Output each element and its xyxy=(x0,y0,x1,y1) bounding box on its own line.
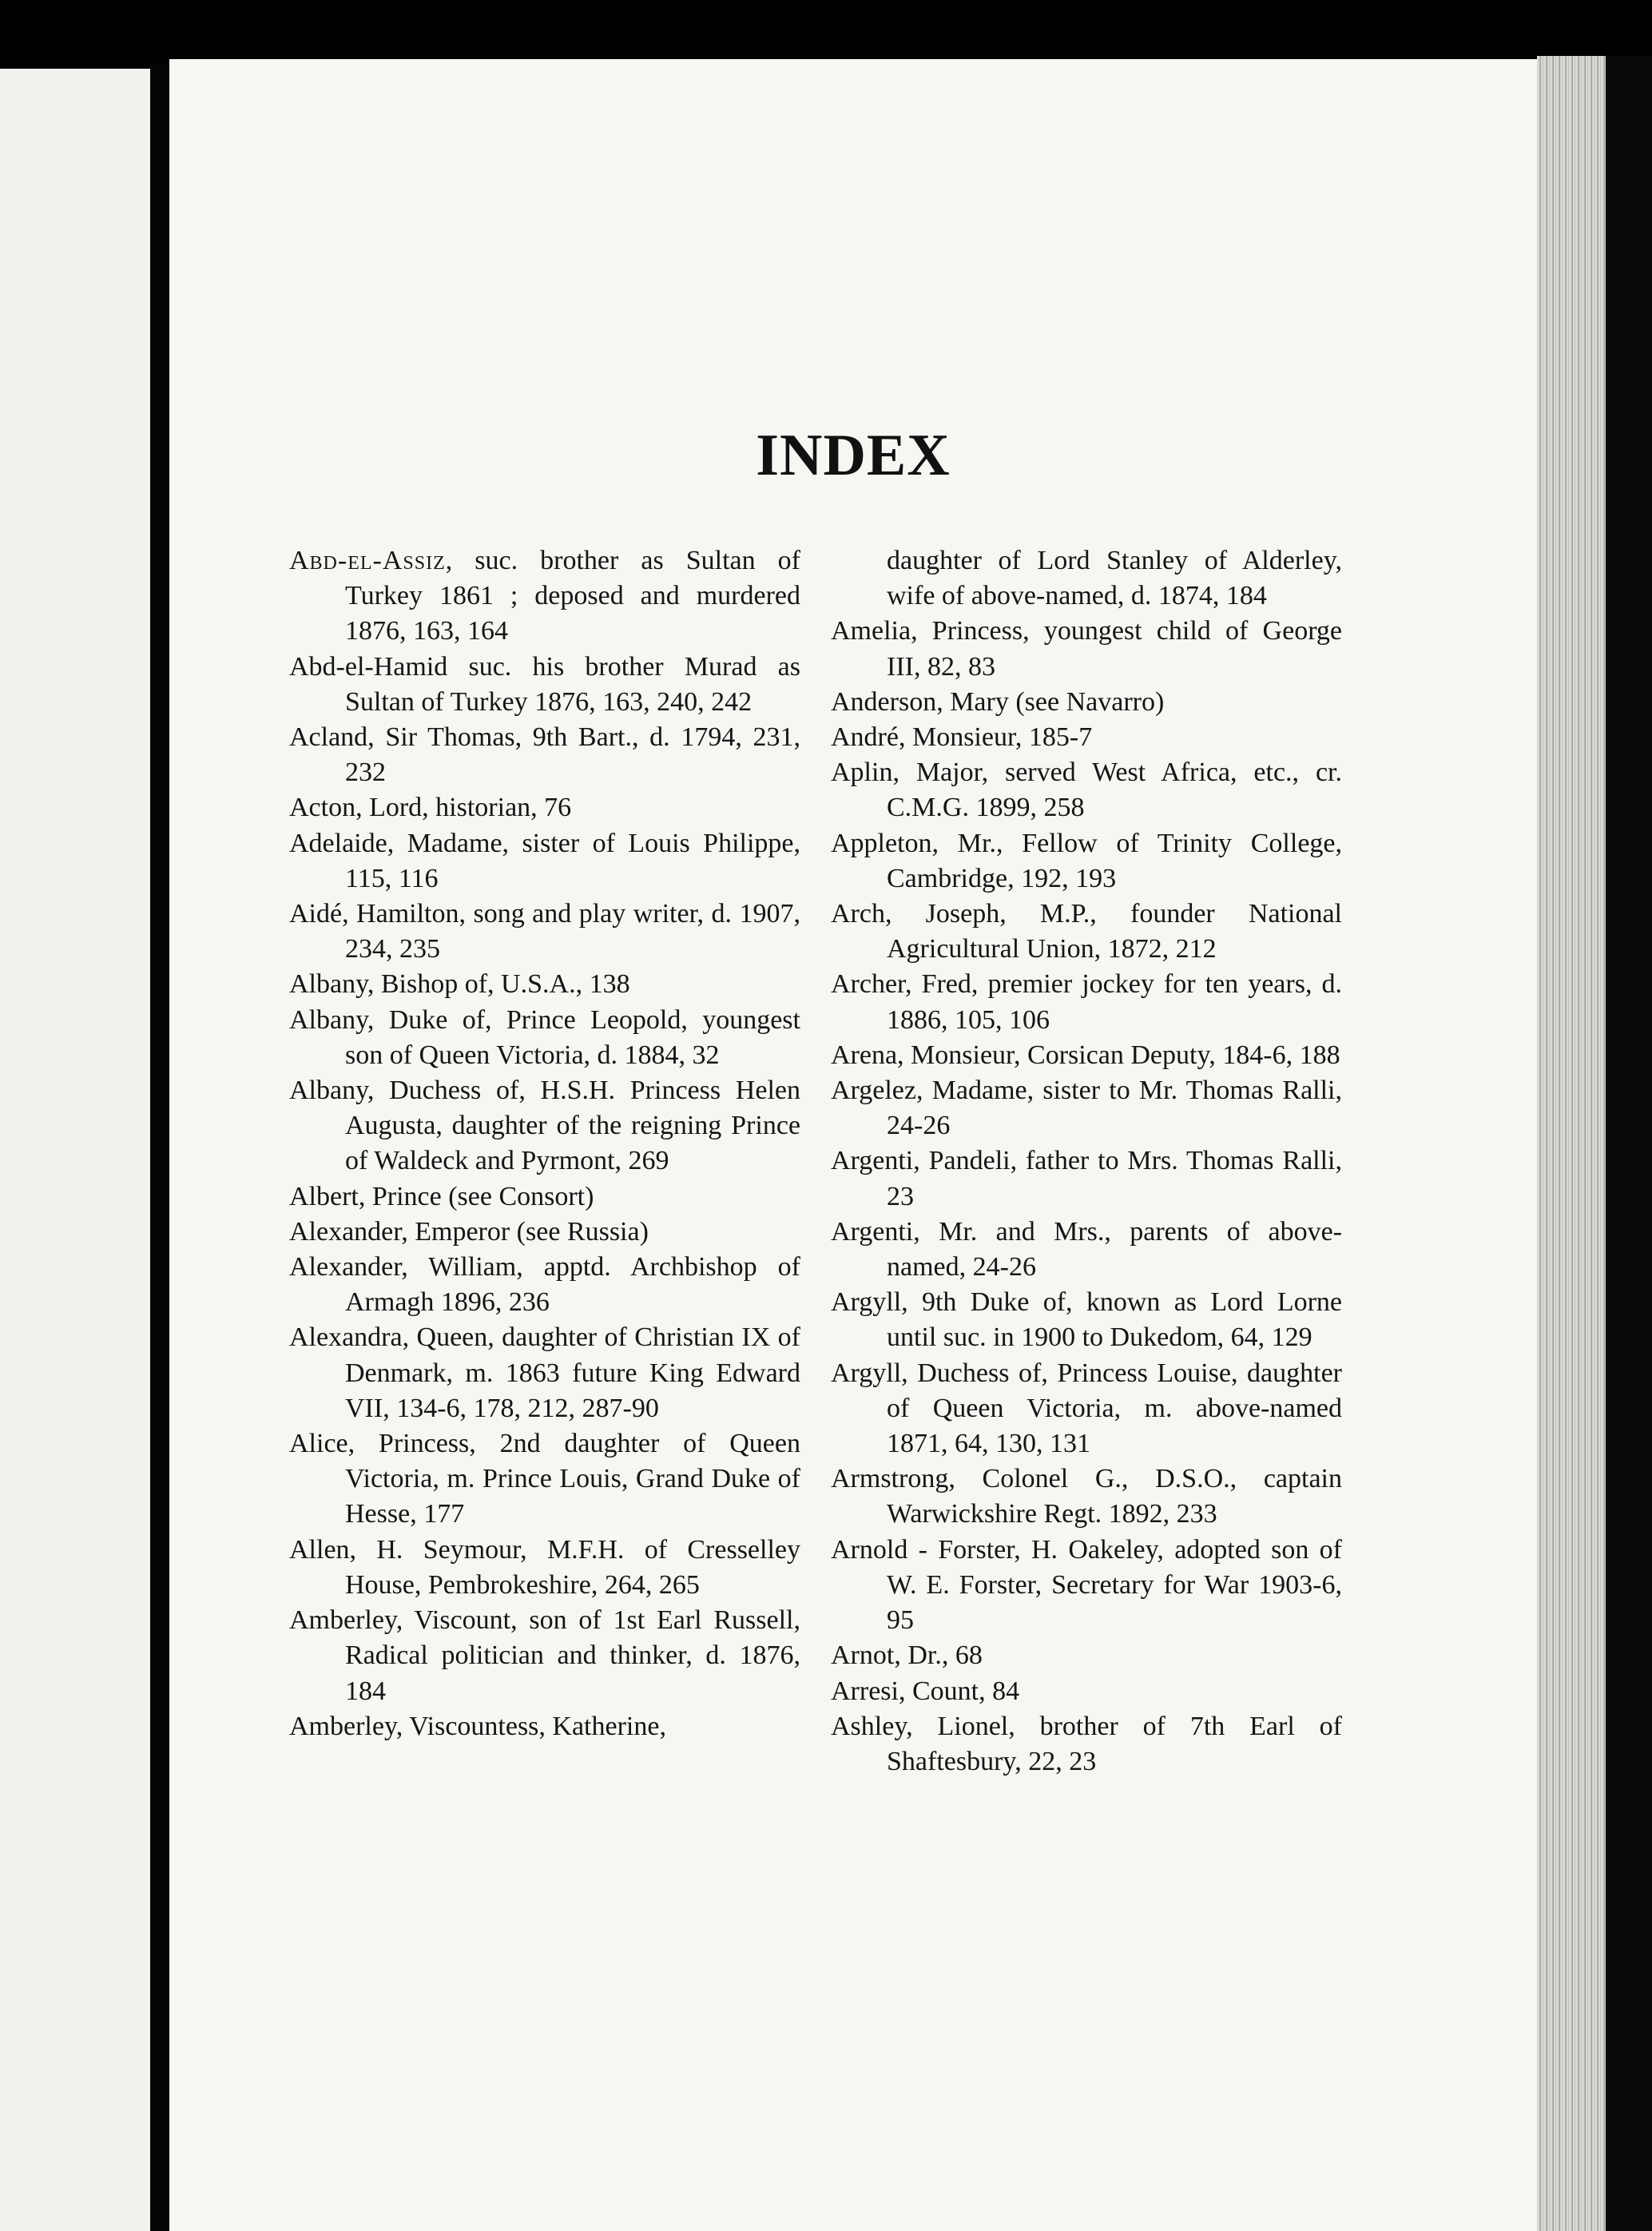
right-column xyxy=(831,543,1342,1780)
index-entry: André, Monsieur, 185-7 xyxy=(831,722,1093,753)
left-column xyxy=(289,543,800,1744)
index-entry-continuation: daughter of Lord Stanley of Alderley, wife of above-named, d. 1874, 184 xyxy=(887,546,1342,611)
index-entry: Arresi, Count, 84 xyxy=(831,1676,1020,1706)
index-entry: Arch, Joseph, M.P., founder National Agricultural Union, 1872, 212 xyxy=(831,899,1342,964)
index-entry: Ashley, Lionel, brother of 7th Earl of Shaftesbury, 22, 23 xyxy=(831,1711,1342,1776)
index-entry: Argyll, 9th Duke of, known as Lord Lorne until suc. in 1900 to Dukedom, 64, 129 xyxy=(831,1287,1342,1353)
index-entry: Alexander, Emperor (see Russia) xyxy=(289,1216,649,1247)
index-entry: Arnot, Dr., 68 xyxy=(831,1640,983,1671)
index-entry: Alice, Princess, 2nd daughter of Queen Victoria, m. Prince Louis, Grand Duke of Hesse, 177 xyxy=(289,1429,800,1529)
index-entry: Armstrong, Colonel G., D.S.O., captain Warwickshire Regt. 1892, 233 xyxy=(831,1464,1342,1529)
index-entry: Argyll, Duchess of, Princess Louise, daughter of Queen Victoria, m. above-named 1871, 64, 130, 131 xyxy=(831,1358,1342,1459)
index-entry: Abd-el-Assiz, suc. brother as Sultan of Turkey 1861 ; deposed and murdered 1876, 163, 164 xyxy=(289,546,800,646)
index-entry: Albert, Prince (see Consort) xyxy=(289,1181,594,1211)
index-entry: Aidé, Hamilton, song and play writer, d. 1907, 234, 235 xyxy=(289,899,800,964)
index-entry: Adelaide, Madame, sister of Louis Philippe, 115, 116 xyxy=(289,828,800,893)
index-entry: Aplin, Major, served West Africa, etc., cr. C.M.G. 1899, 258 xyxy=(831,758,1342,823)
index-entry: Amelia, Princess, youngest child of George III, 82, 83 xyxy=(831,616,1342,682)
index-entry: Acton, Lord, historian, 76 xyxy=(289,793,572,823)
index-entry: Albany, Duchess of, H.S.H. Princess Helen Augusta, daughter of the reigning Prince of Waldeck and Pyrmont, 269 xyxy=(289,1076,800,1176)
facing-page xyxy=(0,69,150,2231)
edge-shadow xyxy=(1606,56,1652,2231)
page-edges xyxy=(1537,56,1606,2231)
index-entry: Abd-el-Hamid suc. his brother Murad as Sultan of Turkey 1876, 163, 240, 242 xyxy=(289,651,800,717)
index-entry: Anderson, Mary (see Navarro) xyxy=(831,686,1165,717)
index-entry: Amberley, Viscountess, Katherine, xyxy=(289,1711,666,1741)
index-entry: Alexandra, Queen, daughter of Christian IX of Denmark, m. 1863 future King Edward VII, 134-6, 178, 212, 287-90 xyxy=(289,1322,800,1423)
index-entry: Argenti, Pandeli, father to Mrs. Thomas Ralli, 23 xyxy=(831,1146,1342,1211)
index-entry: Alexander, William, apptd. Archbishop of Armagh 1896, 236 xyxy=(289,1252,800,1318)
index-entry: Albany, Bishop of, U.S.A., 138 xyxy=(289,969,630,1000)
index-entry: Albany, Duke of, Prince Leopold, youngest son of Queen Victoria, d. 1884, 32 xyxy=(289,1004,800,1070)
index-entry: Allen, H. Seymour, M.F.H. of Cresselley House, Pembrokeshire, 264, 265 xyxy=(289,1534,800,1600)
index-entry: Appleton, Mr., Fellow of Trinity College, Cambridge, 192, 193 xyxy=(831,828,1342,893)
index-entry: Arnold - Forster, H. Oakeley, adopted son of W. E. Forster, Secretary for War 1903-6, 95 xyxy=(831,1534,1342,1636)
index-entry: Amberley, Viscount, son of 1st Earl Russell, Radical politician and thinker, d. 1876, 184 xyxy=(289,1605,800,1706)
page-title: INDEX xyxy=(756,423,951,488)
index-entry: Arena, Monsieur, Corsican Deputy, 184-6, 188 xyxy=(831,1040,1340,1070)
book-gutter xyxy=(150,64,169,2231)
index-entry: Acland, Sir Thomas, 9th Bart., d. 1794, 231, 232 xyxy=(289,722,800,788)
index-entry: Argenti, Mr. and Mrs., parents of above-named, 24-26 xyxy=(831,1216,1342,1283)
index-entry: Archer, Fred, premier jockey for ten years, d. 1886, 105, 106 xyxy=(831,969,1342,1035)
index-entry: Argelez, Madame, sister to Mr. Thomas Ralli, 24-26 xyxy=(831,1076,1342,1141)
